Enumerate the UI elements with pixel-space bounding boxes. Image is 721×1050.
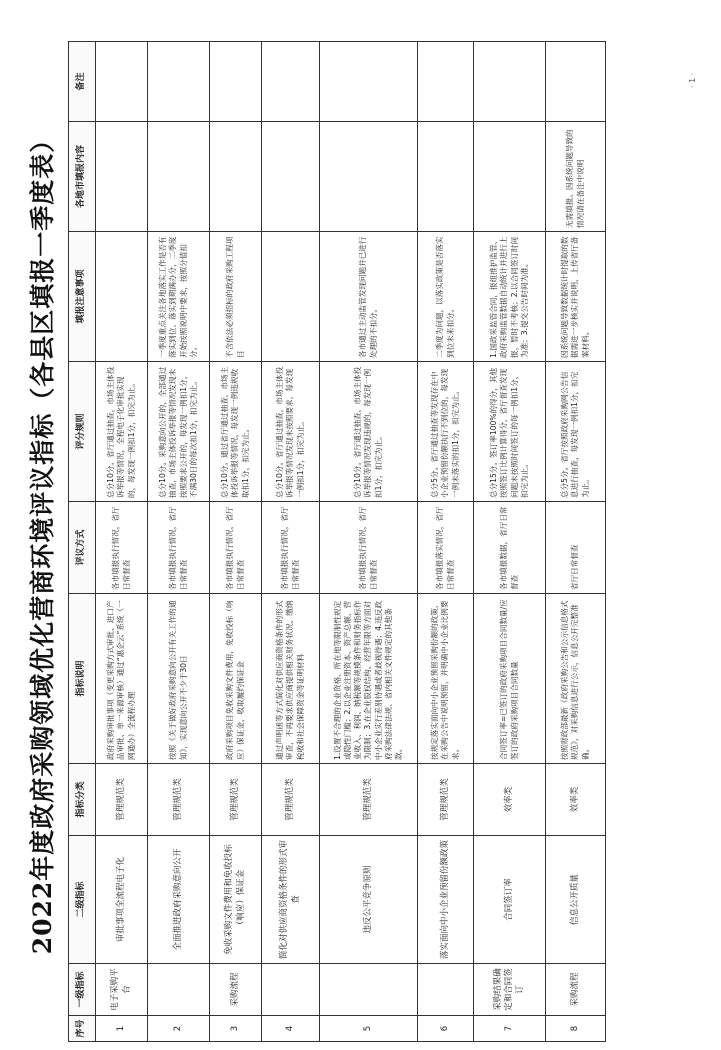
row-no: 1 [96, 1016, 148, 1042]
row-level2: 合同签订率 [474, 836, 546, 964]
row-category: 管理规范类 [96, 764, 148, 836]
row-description: 1.设置不合理的企业资格、所在地等限制性规定或隐性门槛；2.以企业注册资本、资产总额、营业收入、利润、纳税额等规模条件和财务指标作为限制；3.在企业股权结构、经营年限等方面对中小企业实行差别待遇或者歧视待遇；4.违反政府采购法律法规、省内相关文件规定的其他条款。 [320, 594, 418, 764]
header-level1: 一级指标 [69, 964, 96, 1016]
row-category: 管理规范类 [210, 764, 262, 836]
row-category: 管理规范类 [320, 764, 418, 836]
row-category: 管理规范类 [148, 764, 210, 836]
row-rule: 总分10分。省厅通过抽查，市场主体投诉举报等情况发现违规的，每发现一例扣1分，扣完为止。 [320, 362, 418, 502]
table-row [96, 42, 148, 1042]
header-method: 评议方式 [69, 502, 96, 594]
row-rule: 总分15分。签订率100%的得分，其他按照签订比例计算得分，省厅督查发现问题未按照时间签订的每一例扣1分，扣完为止。 [474, 362, 546, 502]
row-category: 管理规范类 [418, 764, 474, 836]
table-row [262, 42, 320, 1042]
row-fill[interactable] [418, 122, 474, 232]
row-notes: 因系统问题导致数据统计时提取的数据需进一步核实并说明，上传省厅备案材料。 [546, 232, 606, 362]
row-description: 按照《关于做好政府采购意向公开有关工作的通知》，实现意向公开不少于30日 [148, 594, 210, 764]
row-remark[interactable] [210, 42, 262, 122]
row-category: 效率类 [474, 764, 546, 836]
header-description: 指标说明 [69, 594, 96, 764]
header-category: 指标分类 [69, 764, 96, 836]
row-rule: 总分10分。采购意向公开的，全部通过抽查，市场主体投诉举报等情况发现未按照要求公开的，每发现一例扣1分，不满30日的每次扣1分，扣完为止。 [148, 362, 210, 502]
row-level1: 采购流程 [210, 964, 262, 1016]
table-header-row [69, 42, 96, 1042]
header-rule: 评分规则 [69, 362, 96, 502]
row-method: 各市填报落实情况，省厅日常督查 [418, 502, 474, 594]
row-level1 [320, 964, 418, 1016]
row-level2: 信息公开质量 [546, 836, 606, 964]
row-fill[interactable]: 无需填报。因系统问题导致的情况请在备注中说明 [546, 122, 606, 232]
row-notes [262, 232, 320, 362]
row-no: 4 [262, 1016, 320, 1042]
header-fill: 各地市填报内容 [69, 122, 96, 232]
document-sheet [20, 33, 700, 1048]
row-no: 6 [418, 1016, 474, 1042]
row-fill[interactable] [96, 122, 148, 232]
header-remark: 备注 [69, 42, 96, 122]
row-no: 5 [320, 1016, 418, 1042]
page-title: 2022年度政府采购领域优化营商环境评议指标（各县区填报一季度表） [28, 126, 57, 955]
row-remark[interactable] [546, 42, 606, 122]
row-remark[interactable] [148, 42, 210, 122]
row-description: 政府采购审批事项（变更采购方式审批、进口产品审批、单一来源审核）通过“惠企云”系统（一网通办）全流程办理 [96, 594, 148, 764]
row-category: 管理规范类 [262, 764, 320, 836]
table-row [148, 42, 210, 1042]
row-method: 各市填报执行情况，省厅日常督查 [148, 502, 210, 594]
row-method: 各市填报执行情况，省厅日常督查 [262, 502, 320, 594]
row-level1: 采购流程 [546, 964, 606, 1016]
row-level2: 免收采购文件费用和免收投标（响应）保证金 [210, 836, 262, 964]
row-method: 各市填报执行情况，省厅日常督查 [320, 502, 418, 594]
row-description: 政府采购项目免收采购文件费用，免收投标（响应）保证金，收取履约保证金 [210, 594, 262, 764]
evaluation-table [68, 41, 606, 1042]
row-level1: 电子采购平台 [96, 964, 148, 1016]
row-description: 合同签订率=已签订的政府采购项目合同数量/应签订的政府采购项目合同数量 [474, 594, 546, 764]
row-fill[interactable] [262, 122, 320, 232]
row-description: 按照财政部最新《政府采购公告和公示信息格式规范》，对采购信息进行公示，信息公开完整准确。 [546, 594, 606, 764]
row-notes: 不含依法必须招标的政府采购工程项目 [210, 232, 262, 362]
row-description: 按规定落实面向中小企业预留采购份额的政策，在采购公告中说明预留，并明确中小企业比例要求。 [418, 594, 474, 764]
row-notes: 1.国政采监管合同，报组推护监管、政府采购监管数据自动统计并进行上报，暂时不考核；2.以合同签订时间为准；3.提交公告时间为准。 [474, 232, 546, 362]
row-rule: 总分10分。通过省厅通过抽查，市场主体投诉举报等情况，每发现一例违规收取扣1分，扣完为止。 [210, 362, 262, 502]
row-method: 各市填报数据，省厅日常督查 [474, 502, 546, 594]
row-description: 通过声明函等方式简化对供应商资格条件的形式审查，不再要求供应商提供相关财务状况、缴纳税收和社会保障资金等证明材料 [262, 594, 320, 764]
row-no: 7 [474, 1016, 546, 1042]
header-notes: 填报注意事项 [69, 232, 96, 362]
row-notes: 一季度重点关注各地落实工作是否有落实到位、落实到期满办分，二季度开始按照说明中要求，按照分值扣分。 [148, 232, 210, 362]
row-fill[interactable] [474, 122, 546, 232]
row-no: 8 [546, 1016, 606, 1042]
table-row [418, 42, 474, 1042]
row-level2: 违反公平竞争原则 [320, 836, 418, 964]
row-rule: 总分10分。省厅通过抽查，市场主体投诉举报等情况，全程电子化审批实现的，每发现一例扣1分，扣完为止。 [96, 362, 148, 502]
row-rule: 总分5分。省厅通过抽查等发现存在中小企业预留份额执行不到位的，每发现一例未落实的扣1分，扣完为止。 [418, 362, 474, 502]
row-remark[interactable] [320, 42, 418, 122]
row-level2: 审批事项全流程电子化 [96, 836, 148, 964]
row-level2: 落实面向中小企业预留份额政策 [418, 836, 474, 964]
row-notes: 二季度为问题，以落实政策是否落实到位未来扣分。 [418, 232, 474, 362]
row-remark[interactable] [418, 42, 474, 122]
row-level1 [262, 964, 320, 1016]
table-row [546, 42, 606, 1042]
row-category: 效率类 [546, 764, 606, 836]
table-row [320, 42, 418, 1042]
row-fill[interactable] [210, 122, 262, 232]
row-notes: 各市通过主动监管发现问题并已进行处理的不扣分。 [320, 232, 418, 362]
row-remark[interactable] [262, 42, 320, 122]
row-notes [96, 232, 148, 362]
table-row [474, 42, 546, 1042]
header-level2: 二级指标 [69, 836, 96, 964]
row-level2: 简化对供应商资格条件的形式审查 [262, 836, 320, 964]
row-no: 3 [210, 1016, 262, 1042]
row-no: 2 [148, 1016, 210, 1042]
row-rule: 总分10分。省厅通过抽查，市场主体投诉举报等情况发现未按照要求，每发现一例扣1分，扣完为止。 [262, 362, 320, 502]
header-no: 序号 [69, 1016, 96, 1042]
row-method: 省厅日常督查 [546, 502, 606, 594]
row-remark[interactable] [96, 42, 148, 122]
row-remark[interactable] [474, 42, 546, 122]
page-footer-mark: · 1 · [688, 72, 697, 88]
row-level1 [148, 964, 210, 1016]
row-method: 各市填报执行情况，省厅日常督查 [96, 502, 148, 594]
row-rule: 总分5分。省厅按照政府采购网公告信息进行抽查，每发现一例扣1分，扣完为止。 [546, 362, 606, 502]
row-level1: 采购结果确定和合同签订 [474, 964, 546, 1016]
row-level1 [418, 964, 474, 1016]
row-fill[interactable] [320, 122, 418, 232]
row-fill[interactable] [148, 122, 210, 232]
row-method: 各市填报执行情况，省厅日常督查 [210, 502, 262, 594]
row-level2: 全面推进政府采购意向公开 [148, 836, 210, 964]
table-row [210, 42, 262, 1042]
